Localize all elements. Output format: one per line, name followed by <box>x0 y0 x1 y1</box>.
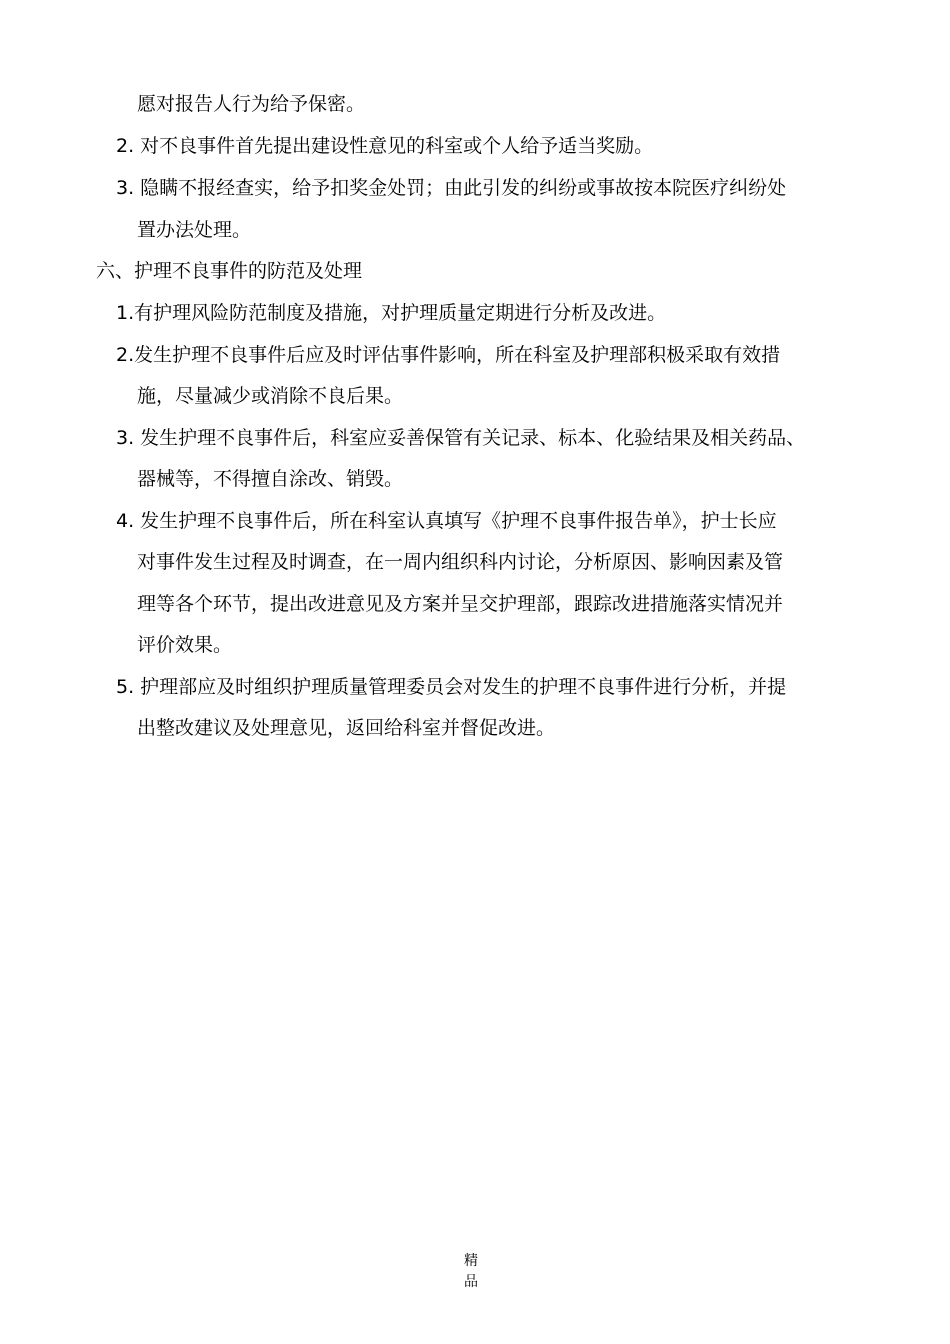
list-item-3: 3. 发生护理不良事件后，科室应妥善保管有关记录、标本、化验结果及相关药品、 <box>116 427 806 449</box>
text-line: 置办法处理。 <box>137 219 252 241</box>
page-footer: 精品 <box>464 1253 478 1290</box>
list-item-2: 2.发生护理不良事件后应及时评估事件影响，所在科室及护理部积极采取有效措 <box>116 344 781 366</box>
list-item-5: 5. 护理部应及时组织护理质量管理委员会对发生的护理不良事件进行分析，并提 <box>116 676 787 698</box>
list-item-4: 4. 发生护理不良事件后，所在科室认真填写《护理不良事件报告单》，护士长应 <box>116 510 777 532</box>
text-line: 愿对报告人行为给予保密。 <box>137 93 366 115</box>
text-line: 理等各个环节，提出改进意见及方案并呈交护理部，跟踪改进措施落实情况并 <box>137 593 784 615</box>
list-item-3: 3. 隐瞒不报经查实，给予扣奖金处罚；由此引发的纠纷或事故按本院医疗纠纷处 <box>116 177 787 199</box>
text-line: 出整改建议及处理意见，返回给科室并督促改进。 <box>137 717 556 739</box>
text-line: 评价效果。 <box>137 634 233 656</box>
text-line: 施，尽量减少或消除不良后果。 <box>137 385 404 407</box>
list-item-2: 2. 对不良事件首先提出建设性意见的科室或个人给予适当奖励。 <box>116 135 654 157</box>
text-line: 器械等，不得擅自涂改、销毁。 <box>137 468 404 490</box>
list-item-1: 1.有护理风险防范制度及措施，对护理质量定期进行分析及改进。 <box>116 302 667 324</box>
section-heading: 六、护理不良事件的防范及处理 <box>96 260 363 282</box>
text-line: 对事件发生过程及时调查，在一周内组织科内讨论，分析原因、影响因素及管 <box>137 551 784 573</box>
